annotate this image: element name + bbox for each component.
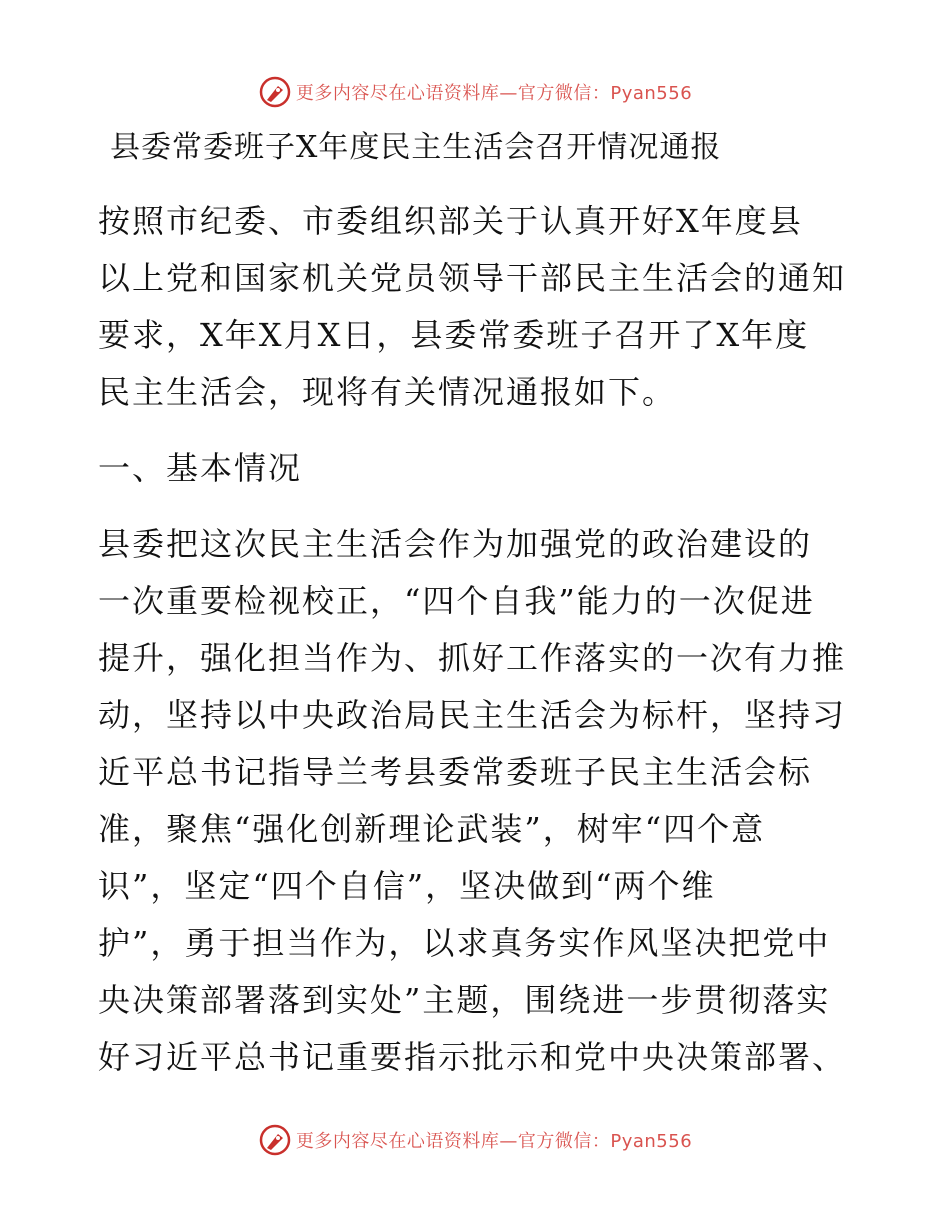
paragraph-line: 一次重要检视校正，“四个自我”能力的一次促进 <box>98 582 815 620</box>
paragraph-line: 以上党和国家机关党员领导干部民主生活会的通知 <box>98 259 847 297</box>
paragraph-line: 县委把这次民主生活会作为加强党的政治建设的 <box>98 525 813 563</box>
pen-nib-logo-icon <box>258 1123 292 1157</box>
footer-watermark <box>0 1120 950 1160</box>
paragraph-line: 准，聚焦“强化创新理论武装”，树牢“四个意 <box>98 810 766 848</box>
pen-nib-logo-icon <box>258 75 292 109</box>
document-title: 县委常委班子X年度民主生活会召开情况通报 <box>110 130 722 165</box>
paragraph-line: 提升，强化担当作为、抓好工作落实的一次有力推 <box>98 639 847 677</box>
header-watermark <box>0 72 950 112</box>
paragraph-line: 识”，坚定“四个自信”，坚决做到“两个维 <box>98 867 716 905</box>
paragraph-line: 按照市纪委、市委组织部关于认真开好X年度县 <box>98 202 803 240</box>
paragraph-line: 动，坚持以中央政治局民主生活会为标杆，坚持习 <box>98 696 847 734</box>
paragraph-line: 护”，勇于担当作为，以求真务实作风坚决把党中 <box>98 924 831 962</box>
paragraph-line: 要求，X年X月X日，县委常委班子召开了X年度 <box>98 316 810 354</box>
paragraph-line: 近平总书记指导兰考县委常委班子民主生活会标 <box>98 753 813 791</box>
watermark-text: 更多内容尽在心语资料库—官方微信：Pyan556 <box>295 1131 693 1152</box>
paragraph-line: 民主生活会，现将有关情况通报如下。 <box>98 373 677 411</box>
paragraph-line: 好习近平总书记重要指示批示和党中央决策部署、 <box>98 1038 847 1076</box>
paragraph-line: 央决策部署落到实处”主题，围绕进一步贯彻落实 <box>98 981 831 1019</box>
section-heading: 一、基本情况 <box>98 449 303 487</box>
watermark-text: 更多内容尽在心语资料库—官方微信：Pyan556 <box>295 83 693 104</box>
